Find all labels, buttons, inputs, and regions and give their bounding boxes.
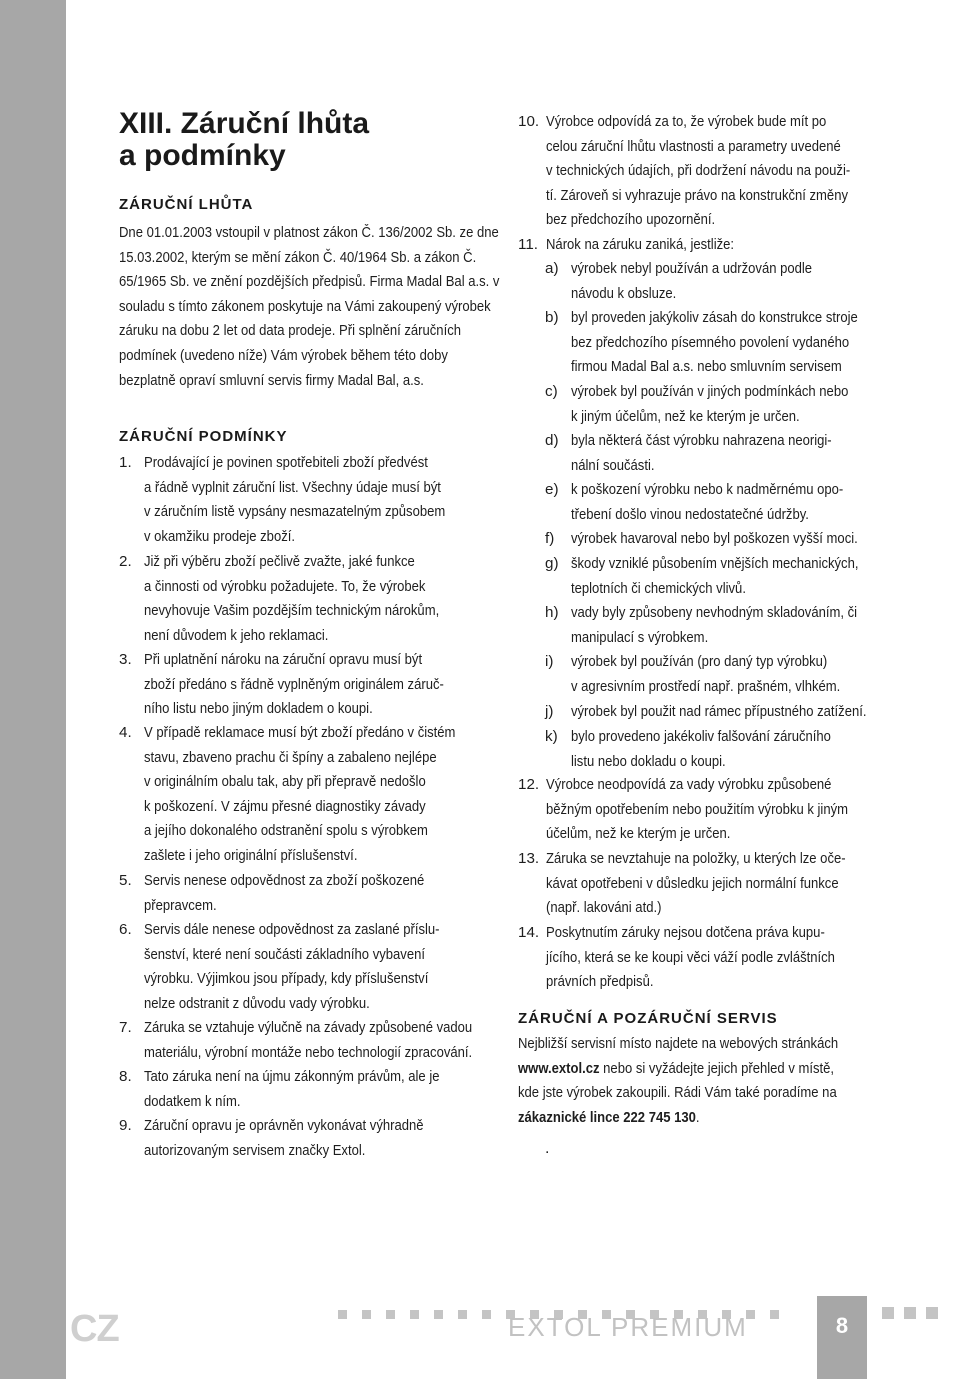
heading-warranty-period: ZÁRUČNÍ LHŮTA <box>119 196 254 213</box>
item-number: e) <box>545 481 559 498</box>
item-text: Záruka se nevztahuje na položky, u kterých lze oče- kávat opotřebeni v důsledku jejich normální funkce (např. lakováni atd.) <box>546 850 846 916</box>
item-text: Nárok na záruku zaniká, jestliže: <box>546 236 735 253</box>
item-text: Již při výběru zboží pečlivě zvažte, jaké funkce a činnosti od výrobku požadujete. To, že výrobek nevyhovuje Vašim pozdějším technickým nárokům, není důvodem k jeho reklamaci. <box>144 553 440 644</box>
item-text: vady byly způsobeny nevhodným skladováním, či manipulací s výrobkem. <box>571 604 858 646</box>
item-number: 10. <box>518 113 540 130</box>
item-number: j) <box>545 703 554 720</box>
item-number: a) <box>545 260 559 277</box>
item-number: h) <box>545 604 559 621</box>
warranty-period-paragraph: Dne 01.01.2003 vstoupil v platnost zákon Č. 136/2002 Sb. ze dne 15.03.2002, kterým se mění zákon Č. 40/1964 Sb. a zákon Č. 65/1965 Sb. ve znění pozdějších předpisů. Firma Madal Bal a.s. v souladu s tímto zákonem poskytuje na Vámi zakoupený výrobek záruku na dobu 2 let od data prodeje. Při splnění záručních podmínek (uvedeno níže) Vám výrobek během této doby bezplatně opraví smluvní servis firmy Madal Bal, a.s. <box>119 224 500 389</box>
item-text: výrobek havaroval nebo byl poškozen vyšší moci. <box>571 530 858 547</box>
item-number: d) <box>545 432 559 449</box>
item-text: škody vzniklé působením vnějších mechanických, teplotních či chemických vlivů. <box>571 555 859 597</box>
page-title <box>119 108 369 172</box>
item-number: 1. <box>119 454 132 471</box>
service-text-1: Nejbližší servisní místo najdete na webových stránkách <box>518 1035 839 1052</box>
service-paragraph <box>518 1032 896 1130</box>
item-number: 4. <box>119 724 132 741</box>
item-text: výrobek byl používán (pro daný typ výrobku) v agresivním prostředí např. prašném, vlhkém. <box>571 653 841 695</box>
item-text: k poškození výrobku nebo k nadměrnému opo- třebení došlo vinou nedostatečné údržby. <box>571 481 844 523</box>
item-number: 9. <box>119 1117 132 1134</box>
item-text: Servis dále nenese odpovědnost za zaslané příslu- šenství, které není součásti základního vybavení výrobku. Výjimkou jsou případy, kdy příslušenství nelze odstranit z důvodu vady výrobku. <box>144 921 440 1012</box>
item-text: Prodávající je povinen spotřebiteli zboží předvést a řádně vyplnit záruční list. Všechny údaje musí být v záručním listě vypsány nesmazatelným způsobem v okamžiku prodeje zboží. <box>144 454 446 545</box>
service-website-link[interactable]: www.extol.cz <box>518 1059 600 1077</box>
item-number: 12. <box>518 776 540 793</box>
item-text: Poskytnutím záruky nejsou dotčena práva kupu- jícího, která se ke koupi věci váží podle zvláštních právních předpisů. <box>546 924 835 990</box>
service-end: . <box>695 1108 700 1126</box>
item-number: 14. <box>518 924 540 941</box>
item-text: Záruční opravu je oprávněn vykonávat výhradně autorizovaným servisem značky Extol. <box>144 1117 424 1159</box>
service-text-3: kde jste výrobek zakoupili. Rádi Vám také poradíme na <box>518 1084 837 1102</box>
item-text: Záruka se vztahuje výlučně na závady způsobené vadou materiálu, výrobní montáže nebo technologií zpracování. <box>144 1019 473 1061</box>
heading-warranty-conditions: ZÁRUČNÍ PODMÍNKY <box>119 428 288 445</box>
language-code: CZ <box>70 1308 119 1350</box>
service-text-2: nebo si vyžádejte jejich přehled v místě, <box>599 1059 835 1077</box>
item-number: 2. <box>119 553 132 570</box>
item-number: b) <box>545 309 559 326</box>
item-text: výrobek nebyl používán a udržován podle návodu k obsluze. <box>571 260 813 302</box>
page-number: 8 <box>835 1313 849 1338</box>
item-number: k) <box>545 728 558 745</box>
item-text: Výrobce odpovídá za to, že výrobek bude mít po celou záruční lhůtu vlastnosti a parametry uvedené v technických údajích, při dodržení návodu na použi- tí. Zároveň si vyhrazuje právo na konstrukční změny bez předchozího upozornění. <box>546 113 851 228</box>
side-gray-bar <box>0 0 66 1379</box>
heading-service: ZÁRUČNÍ A POZÁRUČNÍ SERVIS <box>518 1010 778 1027</box>
title-line-1: XIII. Záruční lhůta <box>119 107 370 140</box>
page-number-box <box>817 1296 867 1379</box>
item-text: Servis nenese odpovědnost za zboží poškozené přepravcem. <box>144 872 425 914</box>
item-text: Tato záruka není na újmu zákonným právům, ale je dodatkem k ním. <box>144 1068 440 1110</box>
item-number: c) <box>545 383 558 400</box>
item-text: byl proveden jakýkoliv zásah do konstrukce stroje bez předchozího písemného povolení vydaného firmou Madal Bal a.s. nebo smluvním servisem <box>571 309 858 375</box>
stray-dot: . <box>545 1140 550 1157</box>
title-line-2: a podmínky <box>119 139 286 172</box>
item-text: V případě reklamace musí být zboží předáno v čistém stavu, zbaveno prachu či špíny a zabaleno nejlépe v originálním obalu tak, aby při přepravě nedošlo k poškození. V zájmu přesné diagnostiky závady a jejího dokonalého odstranění spolu s výrobkem zašlete i jeho originální příslušenství. <box>144 724 456 864</box>
decorative-squares-right <box>882 1306 938 1318</box>
item-number: 6. <box>119 921 132 938</box>
service-hotline: zákaznické lince 222 745 130 <box>518 1108 696 1126</box>
item-number: 8. <box>119 1068 132 1085</box>
item-text: byla některá část výrobku nahrazena neorigi- nální součásti. <box>571 432 832 474</box>
item-number: 7. <box>119 1019 132 1036</box>
item-text: Výrobce neodpovídá za vady výrobku způsobené běžným opotřebením nebo použitím výrobku k jiným účelům, než ke kterým je určen. <box>546 776 849 842</box>
item-number: 11. <box>518 236 538 253</box>
brand-logo: EXTOL PREMIUM <box>508 1312 748 1342</box>
item-number: 3. <box>119 651 132 668</box>
item-number: 13. <box>518 850 540 867</box>
item-text: výrobek byl použit nad rámec přípustného zatížení. <box>571 703 867 720</box>
item-number: 5. <box>119 872 132 889</box>
item-number: g) <box>545 555 559 572</box>
item-number: i) <box>545 653 554 670</box>
item-text: výrobek byl používán v jiných podmínkách nebo k jiným účelům, než ke kterým je určen. <box>571 383 849 425</box>
item-text: Při uplatnění nároku na záruční opravu musí být zboží předáno s řádně vyplněným originálem záruč- ního listu nebo jiným dokladem o koupi. <box>144 651 444 717</box>
item-text: bylo provedeno jakékoliv falšování záručního listu nebo dokladu o koupi. <box>571 728 831 770</box>
item-number: f) <box>545 530 555 547</box>
